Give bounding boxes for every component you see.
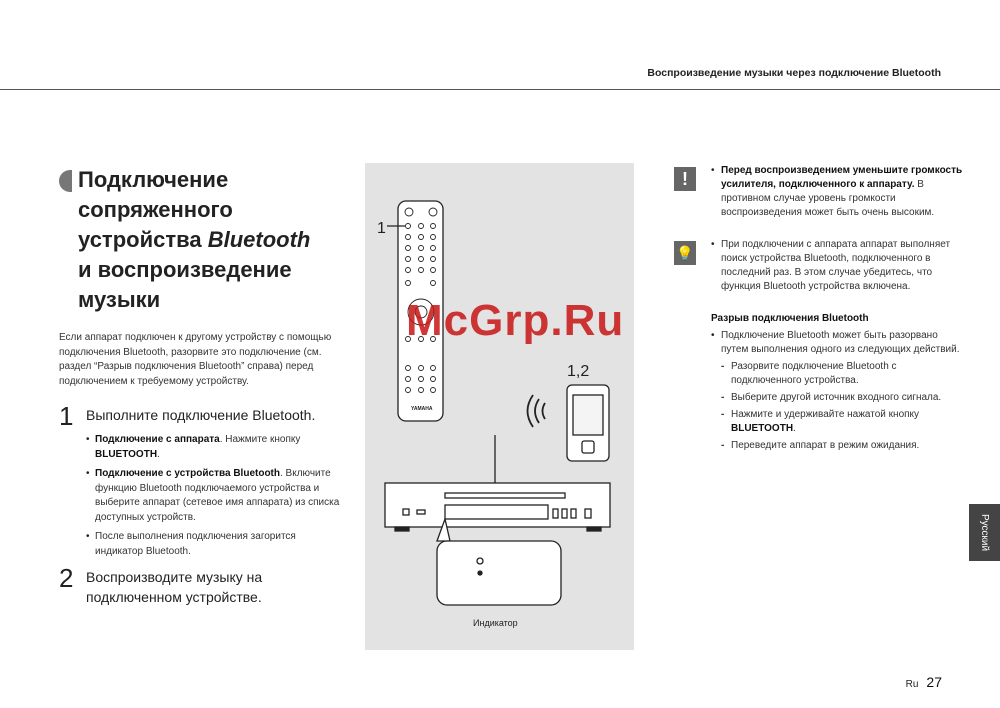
step-1-bullets — [86, 433, 344, 559]
title-line: сопряженного — [78, 197, 233, 222]
mobile-device — [567, 385, 609, 461]
bold: Перед воспроизведением уменьшите громкость усилителя, подключенного к аппарату. — [721, 165, 963, 190]
title-part: устройства — [78, 227, 208, 252]
tip-note — [674, 238, 964, 294]
step-text: Воспроизводите музыку на подключенном устройстве. — [86, 569, 263, 605]
device-illustration — [365, 163, 634, 650]
text: . Нажмите кнопку — [219, 434, 301, 445]
disconnect-section — [674, 312, 964, 453]
bullet — [86, 467, 344, 525]
dash-item: - Переведите аппарат в режим ожидания. — [721, 439, 964, 453]
dash-item: - Разорвите подключение Bluetooth с подключенного устройства. — [721, 360, 964, 388]
text: Нажмите и удерживайте нажатой кнопку — [731, 409, 920, 420]
bold: Подключение с устройства Bluetooth — [95, 468, 280, 479]
title-line: Подключение — [78, 167, 229, 192]
watermark: McGrp.Ru — [406, 296, 625, 345]
indicator-label: Индикатор — [473, 618, 518, 628]
left-column — [59, 331, 344, 607]
remote-brand: YAMAHA — [411, 406, 433, 412]
page-lang: Ru — [905, 679, 919, 690]
lightbulb-icon: 💡 — [674, 241, 696, 265]
indicator-callout — [437, 519, 561, 605]
caution-icon: ! — [674, 167, 696, 191]
illustration — [365, 163, 634, 650]
right-column — [674, 164, 964, 453]
callout-label-1: 1 — [377, 220, 386, 237]
bullet: • При подключении с аппарата аппарат выполняет поиск устройства Bluetooth, подключенного в последний раз. В этом случае убедитесь, что функция Bluetooth устройства включена. — [711, 238, 964, 294]
title-line: музыки — [78, 287, 161, 312]
step-number: 1 — [59, 401, 74, 431]
title-part: Bluetooth — [207, 227, 311, 252]
text: . Включите функцию Bluetooth подключаемого устройства и выберите аппарат (сетевое имя аппарата) из списка доступных устройств. — [95, 468, 340, 523]
page-num: 27 — [926, 674, 942, 690]
dash-item: - Выберите другой источник входного сигнала. — [721, 391, 964, 405]
page-title — [78, 165, 310, 315]
title-line: и воспроизведение — [78, 257, 292, 282]
text: В противном случае уровень громкости воспроизведения может быть очень высоким. — [721, 179, 935, 218]
step-2 — [59, 563, 344, 607]
page-number — [906, 674, 942, 690]
callout-label-12: 1,2 — [567, 363, 590, 380]
button-name: BLUETOOTH — [731, 423, 794, 434]
bullet: • После выполнения подключения загорится индикатор Bluetooth. — [86, 530, 344, 559]
bluetooth-signal-icon — [528, 395, 546, 427]
intro-text: Если аппарат подключен к другому устройству с помощью подключения Bluetooth, разорвите это подключение (см. раздел “Разрыв подключения Bluetooth” справа) перед подключением к требуемому устройству. — [59, 332, 332, 387]
title-line — [78, 225, 310, 255]
header-rule — [0, 89, 1000, 90]
caution-note — [674, 164, 964, 220]
bullet: • Подключение Bluetooth может быть разорвано путем выполнения одного из следующих действий. — [711, 329, 964, 357]
language-tab: Русский — [969, 504, 1000, 561]
title-marker — [59, 170, 72, 192]
bold: Подключение с аппарата — [95, 434, 220, 445]
dash-item: - Нажмите и удерживайте нажатой кнопку BLUETOOTH. — [721, 408, 964, 436]
bullet — [711, 164, 964, 220]
section-header: Воспроизведение музыки через подключение Bluetooth — [647, 67, 941, 79]
step-number: 2 — [59, 563, 74, 593]
section-heading: Разрыв подключения Bluetooth — [711, 313, 869, 324]
step-text: Выполните подключение Bluetooth. — [86, 407, 316, 423]
bullet: • Подключение с аппарата. Нажмите кнопку BLUETOOTH. — [86, 433, 344, 462]
button-name: BLUETOOTH — [95, 448, 158, 460]
step-1 — [59, 401, 344, 431]
